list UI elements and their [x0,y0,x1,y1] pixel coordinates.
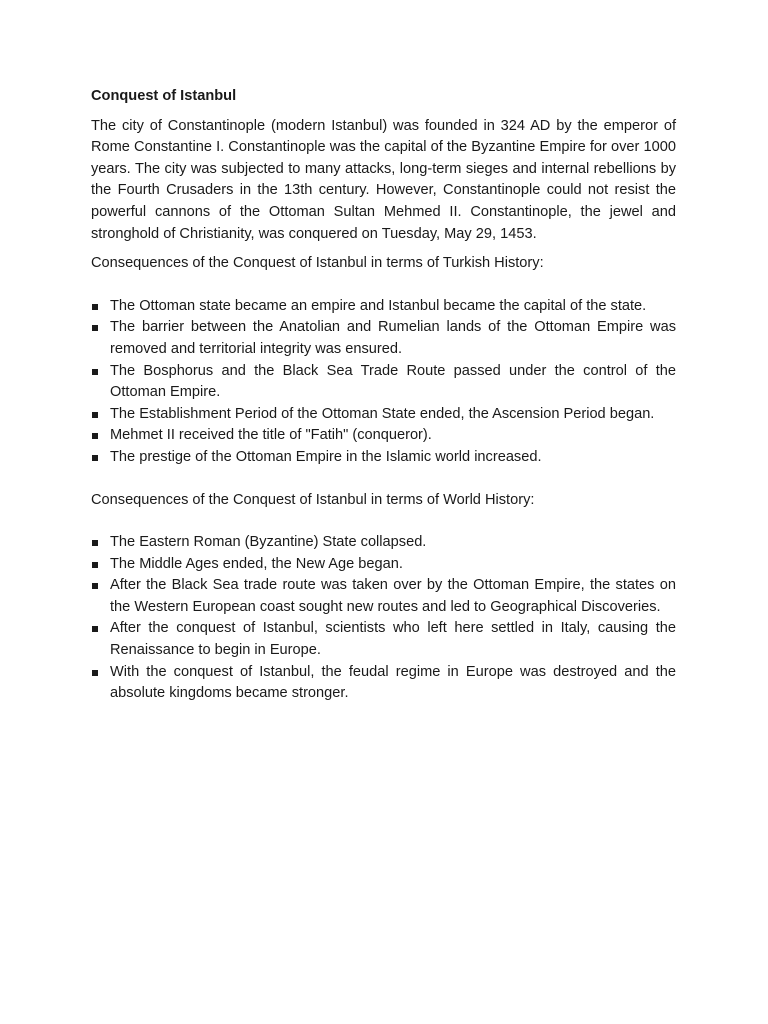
square-bullet-icon [92,433,98,439]
turkish-history-list [91,296,676,469]
list-item [91,404,676,426]
list-item [91,662,676,705]
square-bullet-icon [92,626,98,632]
list-item-text: The barrier between the Anatolian and Rumelian lands of the Ottoman Empire was removed and territorial integrity was ensured. [110,319,676,357]
list-item [91,447,676,469]
square-bullet-icon [92,670,98,676]
list-item-text: The prestige of the Ottoman Empire in the Islamic world increased. [110,448,542,465]
document-page [91,86,676,726]
turkish-history-heading: Consequences of the Conquest of Istanbul in terms of Turkish History: [91,255,544,272]
list-item [91,317,676,360]
world-history-heading: Consequences of the Conquest of Istanbul in terms of World History: [91,491,535,508]
list-item [91,361,676,404]
square-bullet-icon [92,562,98,568]
list-item-text: The Middle Ages ended, the New Age began. [110,555,403,572]
square-bullet-icon [92,325,98,331]
list-item [91,296,676,318]
list-item [91,618,676,661]
document-title: Conquest of Istanbul [91,88,237,104]
list-item [91,575,676,618]
list-item-text: The Eastern Roman (Byzantine) State collapsed. [110,534,427,551]
list-item-text: The Ottoman state became an empire and Istanbul became the capital of the state. [110,297,647,314]
square-bullet-icon [92,583,98,589]
intro-paragraph: The city of Constantinople (modern Istanbul) was founded in 324 AD by the emperor of Rome Constantine I. Constantinople was the capital of the Byzantine Empire for over 1000 years. The city was subjected to many attacks, long-term sieges and internal rebellions by the Fourth Crusaders in the 13th century. However, Constantinople could not resist the powerful cannons of the Ottoman Sultan Mehmed II. Constantinople, the jewel and stronghold of Christianity, was conquered on Tuesday, May 29, 1453. [91,117,676,242]
list-item-text: Mehmet II received the title of "Fatih" (conqueror). [110,427,432,444]
square-bullet-icon [92,369,98,375]
square-bullet-icon [92,540,98,546]
list-item-text: After the conquest of Istanbul, scientists who left here settled in Italy, causing the Renaissance to begin in Europe. [110,620,676,659]
list-item [91,532,676,554]
list-item-text: With the conquest of Istanbul, the feudal regime in Europe was destroyed and the absolute kingdoms became stronger. [110,663,676,702]
list-item [91,554,676,576]
list-item-text: The Bosphorus and the Black Sea Trade Route passed under the control of the Ottoman Empire. [110,362,676,401]
square-bullet-icon [92,412,98,418]
list-item-text: The Establishment Period of the Ottoman State ended, the Ascension Period began. [110,405,655,422]
list-item-text: After the Black Sea trade route was taken over by the Ottoman Empire, the states on the Western European coast sought new routes and led to Geographical Discoveries. [110,577,676,615]
world-history-list [91,532,676,705]
square-bullet-icon [92,304,98,310]
list-item [91,425,676,447]
square-bullet-icon [92,455,98,461]
